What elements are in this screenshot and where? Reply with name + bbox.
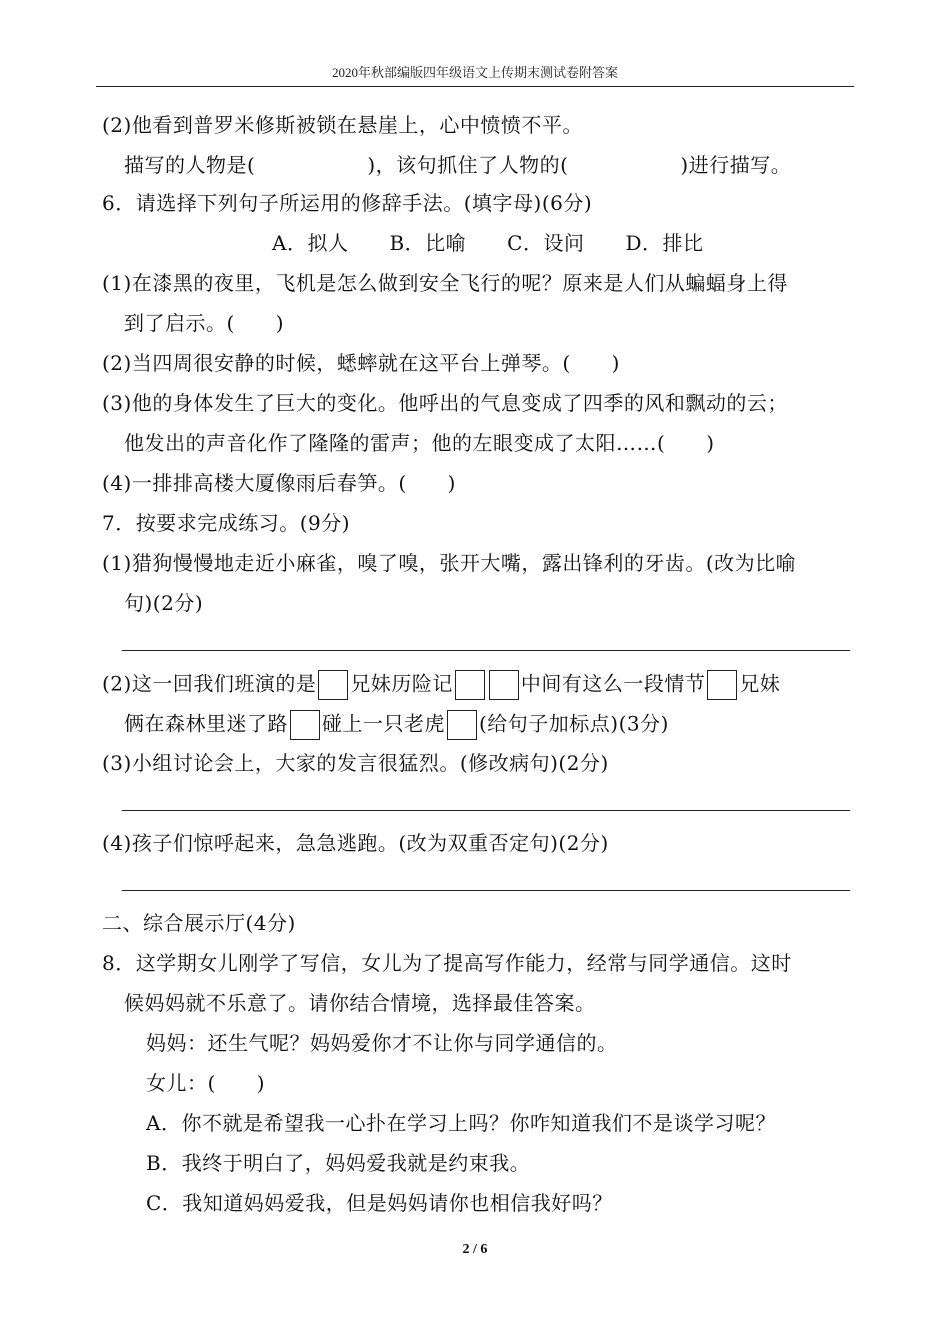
header-rule [96, 86, 854, 87]
section2-title: 二、综合展示厅(4分) [102, 911, 296, 935]
punctuation-box[interactable] [318, 670, 348, 700]
q7-i2-text-1: (2)这一回我们班演的是 [102, 671, 317, 696]
q7-title: 7．按要求完成练习。(9分) [102, 511, 351, 535]
q7-i2-text-6: 碰上一只老虎 [322, 711, 445, 736]
q7-i2-text-4: 兄妹 [739, 671, 781, 696]
page-number: 2 / 6 [462, 1242, 488, 1257]
q7-item4: (4)孩子们惊呼起来，急急逃跑。(改为双重否定句)(2分) [102, 831, 609, 855]
q5-desc-b: )，该句抓住了人物的( [367, 153, 569, 177]
q7-i2-text-7: (给句子加标点)(3分) [479, 711, 669, 736]
q5-description-line [124, 152, 791, 178]
q7-item3: (3)小组讨论会上，大家的发言很猛烈。(修改病句)(2分) [102, 751, 609, 775]
punctuation-box[interactable] [489, 670, 519, 700]
q8-option-b: B．我终于明白了，妈妈爱我就是约束我。 [146, 1151, 531, 1175]
q7-item3-answer-line[interactable] [122, 810, 850, 811]
punctuation-box[interactable] [290, 710, 320, 740]
q7-i2-text-2: 兄妹历险记 [350, 671, 453, 696]
q7-item2-line2 [124, 710, 669, 740]
q7-i2-text-3: 中间有这么一段情节 [520, 671, 706, 696]
punctuation-box[interactable] [455, 670, 485, 700]
q6-options: A．拟人 B．比喻 C．设问 D．排比 [272, 231, 704, 255]
q7-i2-text-5: 俩在森林里迷了路 [124, 711, 288, 736]
page-header: 2020年秋部编版四年级语文上传期末测试卷附答案 [331, 65, 618, 80]
q8-option-c: C．我知道妈妈爱我，但是妈妈请你也相信我好吗？ [146, 1191, 613, 1215]
q6-item3-line2: 他发出的声音化作了隆隆的雷声；他的左眼变成了太阳……( ) [124, 431, 715, 455]
punctuation-box[interactable] [707, 670, 737, 700]
q7-item4-answer-line[interactable] [122, 890, 850, 891]
q7-item1-line2: 句)(2分) [124, 591, 204, 615]
q6-item1-line1: (1)在漆黑的夜里，飞机是怎么做到安全飞行的呢？原来是人们从蝙蝠身上得 [102, 271, 788, 295]
q5-desc-c: )进行描写。 [680, 153, 792, 177]
q8-option-a: A．你不就是希望我一心扑在学习上吗？你咋知道我们不是谈学习呢？ [146, 1111, 776, 1135]
q5-item2: (2)他看到普罗米修斯被锁在悬崖上，心中愤愤不平。 [102, 113, 583, 137]
punctuation-box[interactable] [447, 710, 477, 740]
q5-desc-a: 描写的人物是( [124, 153, 256, 177]
q8-mom-line: 妈妈：还生气呢？妈妈爱你才不让你与同学通信的。 [146, 1031, 618, 1055]
q6-item4: (4)一排排高楼大厦像雨后春笋。( ) [102, 471, 456, 495]
q6-title: 6．请选择下列句子所运用的修辞手法。(填字母)(6分) [102, 191, 593, 215]
q6-item2: (2)当四周很安静的时候，蟋蟀就在这平台上弹琴。( ) [102, 351, 620, 375]
q7-item1-answer-line[interactable] [122, 650, 850, 651]
q7-item2-line1 [102, 670, 780, 700]
q6-item1-line2: 到了启示。( ) [124, 311, 285, 335]
q8-daughter-line: 女儿：( ) [146, 1071, 266, 1095]
q6-item3-line1: (3)他的身体发生了巨大的变化。他呼出的气息变成了四季的风和飘动的云； [102, 391, 788, 415]
q8-title-line2: 候妈妈就不乐意了。请你结合情境，选择最佳答案。 [124, 991, 596, 1015]
q7-item1-line1: (1)猎狗慢慢地走近小麻雀，嗅了嗅，张开大嘴，露出锋利的牙齿。(改为比喻 [102, 551, 797, 575]
q8-title-line1: 8．这学期女儿刚学了写信，女儿为了提高写作能力，经常与同学通信。这时 [102, 951, 792, 975]
